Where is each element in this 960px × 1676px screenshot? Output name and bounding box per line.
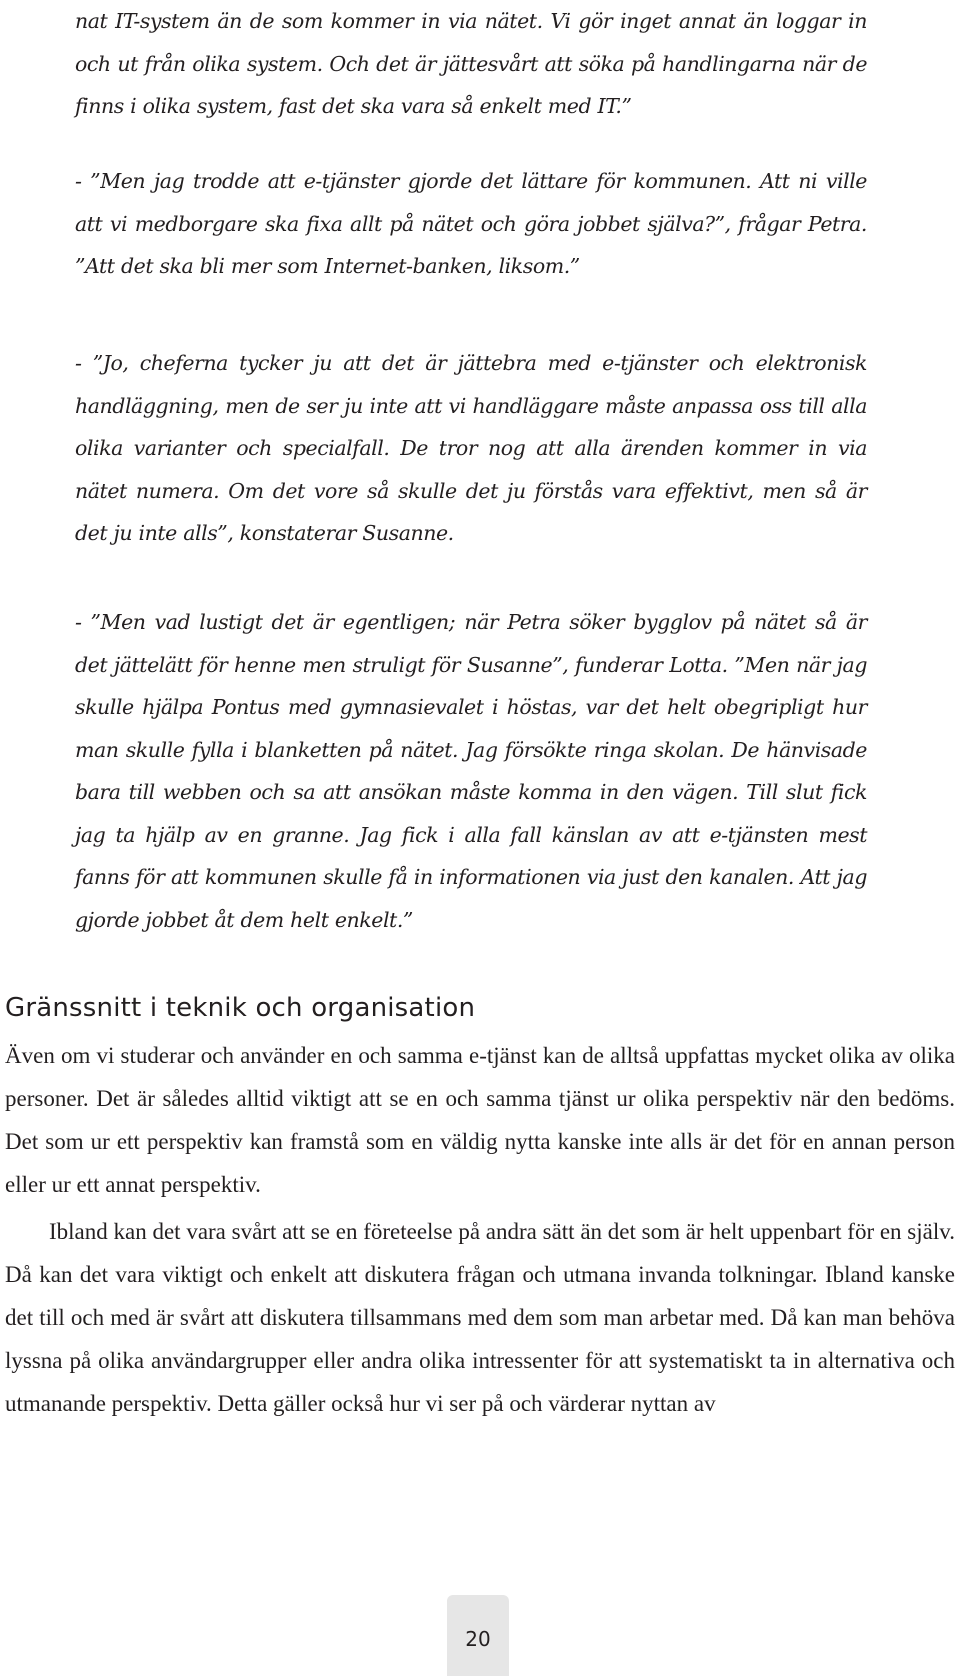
section-heading: Gränssnitt i teknik och organisation	[5, 993, 476, 1023]
body-paragraph: Ibland kan det vara svårt att se en företeelse på andra sätt än det som är helt uppenbart för en själv. Då kan det vara viktigt och enkelt att diskutera frågan och utmana invanda tolkningar. Ibland kanske det till och med är svårt att diskutera tillsammans med dem som man arbetar med. Då kan man behöva lyssna på olika användargrupper eller andra olika intressenter för att systematiskt ta in alternativa och utmanande perspektiv. Detta gäller också hur vi ser på och värderar nyttan av	[5, 1219, 956, 1416]
body-paragraph: Även om vi studerar och använder en och samma e-tjänst kan de alltså uppfattas mycket olika av olika personer. Det är således alltid viktigt att se en och samma tjänst ur olika perspektiv när den bedöms. Det som ur ett perspektiv kan framstå som en väldig nytta kanske inte alls är det för en annan person eller ur ett annat perspektiv.	[5, 1043, 955, 1197]
dialogue-paragraph: - ”Men jag trodde att e-tjänster gjorde det lättare för kommunen. Att ni ville att vi medborgare ska fixa allt på nätet och göra jobbet själva?”, frågar Petra. ”Att det ska bli mer som Internet-banken, liksom.”	[75, 169, 867, 278]
dialogue-paragraph: - ”Jo, cheferna tycker ju att det är jättebra med e-tjänster och elektronisk handläggning, men de ser ju inte att vi handläggare måste anpassa oss till alla olika varianter och specialfall. De tror nog att alla ärenden kommer in via nätet numera. Om det vore så skulle det ju förstås vara effektivt, men så är det ju inte alls”, konstaterar Susanne.	[75, 351, 867, 545]
page-number-tab	[447, 1595, 509, 1676]
dialogue-paragraph: - ”Men vad lustigt det är egentligen; när Petra söker bygglov på nätet så är det jättelätt för henne men struligt för Susanne”, funderar Lotta. ”Men när jag skulle hjälpa Pontus med gymnasievalet i höstas, var det helt obegripligt hur man skulle fylla i blanketten på nätet. Jag försökte ringa skolan. De hänvisade bara till webben och sa att ansökan måste komma in den vägen. Till slut fick jag ta hjälp av en granne. Jag fick i alla fall känslan av att e-tjänsten mest fanns för att kommunen skulle få in informationen via just den kanalen. Att jag gjorde jobbet åt dem helt enkelt.”	[75, 610, 867, 932]
dialogue-paragraph: nat IT-system än de som kommer in via nätet. Vi gör inget annat än loggar in och ut från olika system. Och det är jättesvårt att söka på handlingarna när de finns i olika system, fast det ska vara så enkelt med IT.”	[75, 9, 867, 118]
page-number: 20	[465, 1627, 491, 1651]
